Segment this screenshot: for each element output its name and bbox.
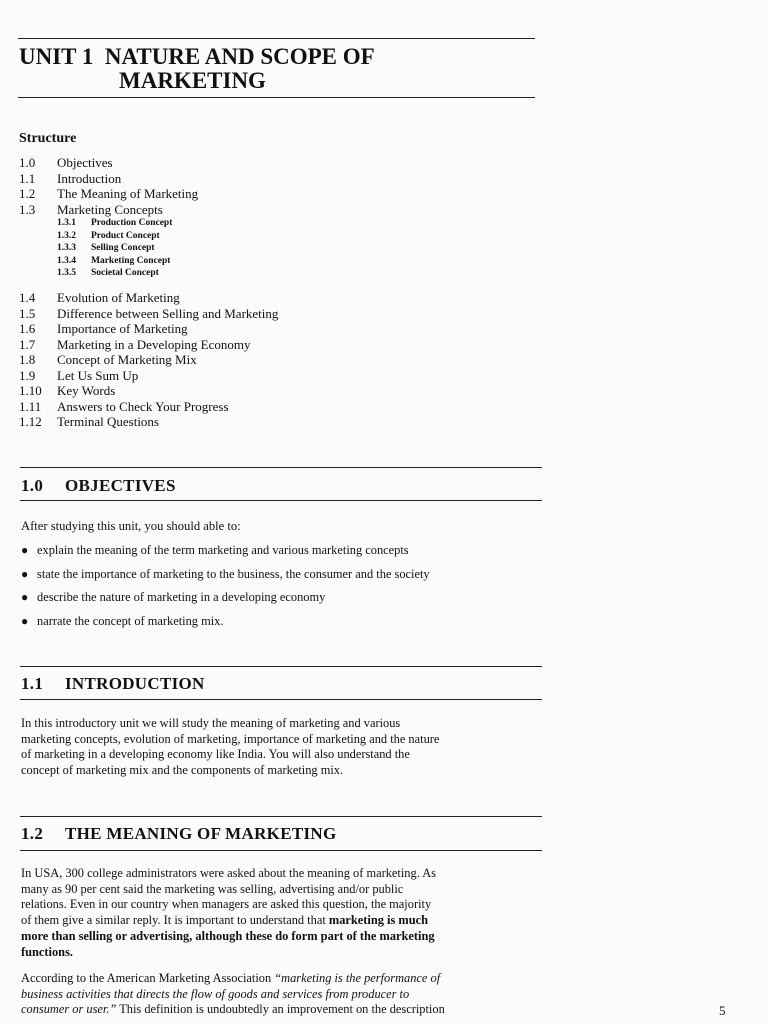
toc-subitem: 1.3.3 Selling Concept bbox=[57, 243, 155, 253]
unit-title-rule bbox=[18, 97, 535, 98]
objectives-bullet-list bbox=[21, 543, 430, 637]
structure-list-2 bbox=[19, 290, 278, 430]
toc-subitem: 1.3.2 Product Concept bbox=[57, 230, 160, 241]
toc-item: 1.9 Let Us Sum Up bbox=[19, 367, 139, 383]
objectives-bottom-rule bbox=[20, 500, 542, 501]
toc-subitem: 1.3.1 Production Concept bbox=[57, 218, 173, 228]
toc-item: 1.5 Difference between Selling and Marketing bbox=[19, 305, 279, 321]
toc-item: 1.8 Concept of Marketing Mix bbox=[19, 352, 197, 367]
toc-subitem: 1.3.5 Societal Concept bbox=[57, 268, 159, 278]
bullet-icon: ● bbox=[21, 590, 29, 604]
introduction-paragraph: In this introductory unit we will study the meaning of marketing and various marketing concepts, evolution of marketing, importance of marketing and the nature of marketing in a developing economy like India. You will also understand the concept of marketing mix and the components of marketing mix. bbox=[21, 716, 440, 778]
structure-list bbox=[19, 155, 198, 280]
page-number: 5 bbox=[719, 1003, 726, 1018]
toc-item: 1.6 Importance of Marketing bbox=[19, 321, 188, 336]
toc-item: 1.4 Evolution of Marketing bbox=[19, 290, 180, 305]
toc-item: 1.12 Terminal Questions bbox=[19, 414, 159, 429]
meaning-paragraph-1: In USA, 300 college administrators were asked about the meaning of marketing. As many as 90 per cent said the marketing was selling, advertising and/or public relations. Even in our country when managers are asked this question, the majority of them give a similar reply. It is important to understand that marketing is much more than selling or advertising, although these do form part of the marketing functions. bbox=[21, 866, 436, 959]
objectives-heading: 1.0 OBJECTIVES bbox=[21, 476, 176, 495]
toc-item: 1.2 The Meaning of Marketing bbox=[19, 186, 199, 201]
objectives-intro: After studying this unit, you should able to: bbox=[21, 519, 241, 533]
bullet-icon: ● bbox=[21, 566, 29, 581]
toc-item: 1.3 Marketing Concepts bbox=[19, 201, 163, 217]
toc-item: 1.1 Introduction bbox=[19, 170, 122, 186]
toc-subitem: 1.3.4 Marketing Concept bbox=[57, 255, 171, 266]
unit-title-line2: MARKETING bbox=[119, 68, 266, 93]
list-item: ● explain the meaning of the term marketing and various marketing concepts bbox=[21, 543, 409, 557]
introduction-bottom-rule bbox=[20, 699, 542, 700]
list-item: ● describe the nature of marketing in a developing economy bbox=[21, 590, 326, 604]
list-item: ● narrate the concept of marketing mix. bbox=[21, 613, 224, 628]
introduction-heading: 1.1 INTRODUCTION bbox=[21, 674, 205, 693]
meaning-paragraph-2: According to the American Marketing Association “marketing is the performance of business activities that directs the flow of goods and services from producer to consumer or user.” This definition is undoubtedly an improvement on the description bbox=[21, 971, 445, 1017]
toc-item: 1.11 Answers to Check Your Progress bbox=[19, 398, 229, 414]
meaning-top-rule bbox=[20, 816, 542, 817]
toc-item: 1.10 Key Words bbox=[19, 383, 116, 398]
meaning-bottom-rule bbox=[20, 850, 542, 851]
objectives-top-rule bbox=[20, 467, 542, 468]
toc-item: 1.7 Marketing in a Developing Economy bbox=[19, 336, 251, 352]
top-rule bbox=[18, 38, 535, 39]
toc-item: 1.0 Objectives bbox=[19, 155, 113, 170]
introduction-top-rule bbox=[20, 666, 542, 667]
bullet-icon: ● bbox=[21, 613, 29, 628]
unit-title-line1: UNIT 1 NATURE AND SCOPE OF bbox=[19, 44, 375, 69]
structure-heading: Structure bbox=[19, 131, 77, 146]
bullet-icon: ● bbox=[21, 543, 29, 557]
meaning-heading: 1.2 THE MEANING OF MARKETING bbox=[21, 824, 337, 843]
list-item: ● state the importance of marketing to the business, the consumer and the society bbox=[21, 566, 430, 581]
